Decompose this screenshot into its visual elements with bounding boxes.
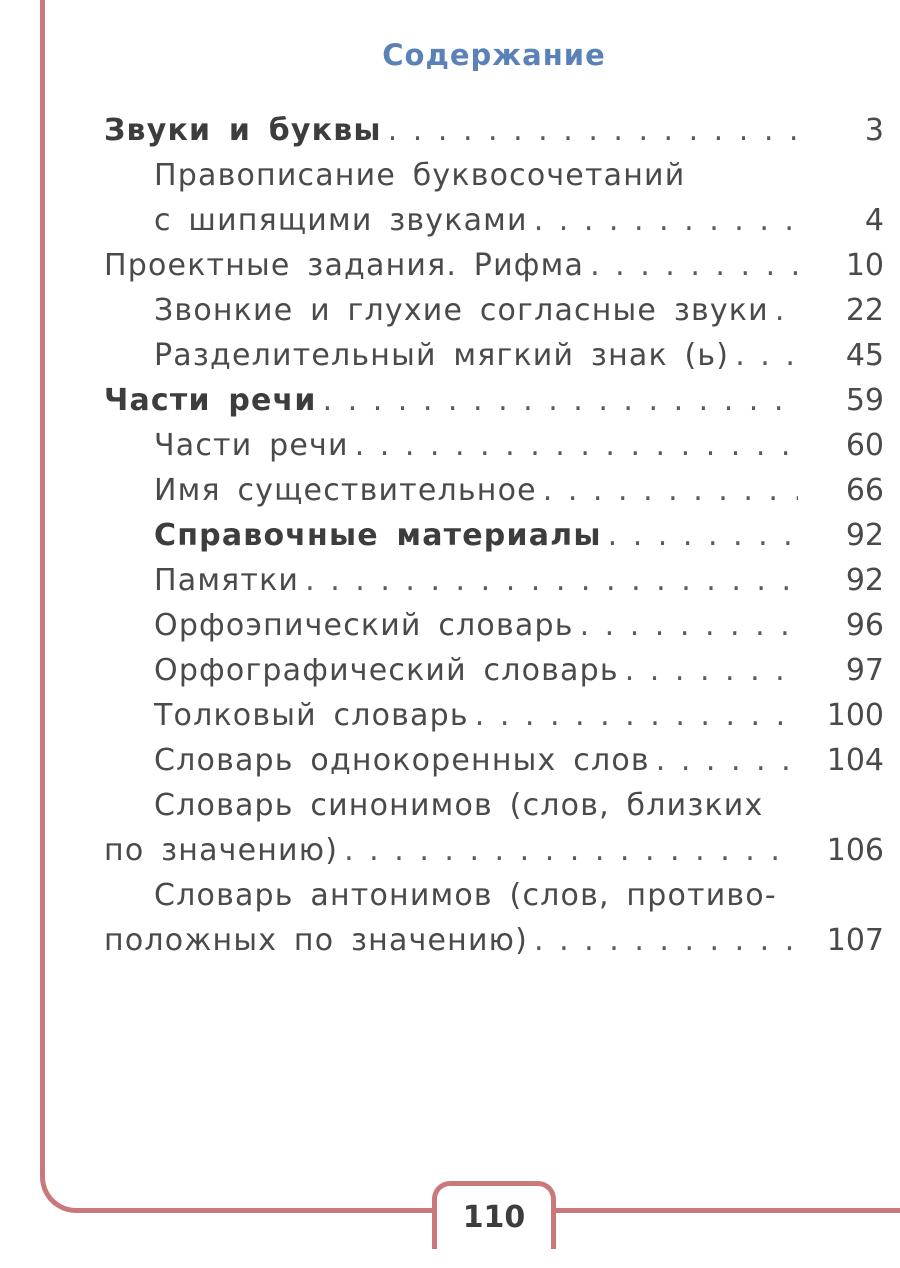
toc-leader (475, 696, 798, 736)
toc-entry (104, 246, 884, 286)
toc-entry-title: Справочные материалы (154, 518, 602, 553)
toc-leader (580, 606, 798, 646)
toc-entry-title: Словарь синонимов (слов, близких (154, 788, 764, 823)
toc-page-number: 92 (845, 563, 884, 598)
toc-entry (154, 786, 874, 826)
toc-page-number: 10 (845, 248, 884, 283)
toc-leader (735, 336, 798, 376)
toc-entry (154, 426, 884, 466)
toc-entry-title: Орфоэпический словарь (154, 608, 574, 643)
toc-entry (154, 696, 884, 736)
toc-page-number: 96 (845, 608, 884, 643)
toc-entry-title: Орфографический словарь (154, 653, 619, 688)
toc-entry (154, 741, 884, 781)
toc-entry (154, 201, 884, 241)
toc-entry (154, 156, 874, 196)
toc-page-number: 104 (826, 743, 884, 778)
toc-leader (590, 246, 798, 286)
toc-entry (154, 471, 884, 511)
toc-entry (154, 336, 884, 376)
toc-page-number: 100 (826, 698, 884, 733)
toc-page-number: 4 (864, 203, 884, 238)
toc-page-number: 106 (826, 833, 884, 868)
toc-entry-title: Проектные задания. Рифма (104, 248, 585, 283)
toc-entry-title: Толковый словарь (154, 698, 469, 733)
toc-page-number: 60 (845, 428, 884, 463)
toc-leader (775, 291, 798, 331)
toc-entry-title: Части речи (104, 383, 317, 418)
toc-entry (104, 111, 884, 151)
toc-page-number: 66 (845, 473, 884, 508)
toc-page-number: 3 (864, 113, 884, 148)
toc-leader (656, 741, 798, 781)
toc-entry-title: Разделительный мягкий знак (ь) (154, 338, 730, 373)
toc-page-number: 45 (845, 338, 884, 373)
page-title: Содержание (382, 38, 606, 72)
toc-entry (154, 561, 884, 601)
toc-entry-title: с шипящими звуками (154, 203, 528, 238)
toc-entry-title: Звуки и буквы (104, 113, 382, 148)
toc-page-number: 22 (845, 293, 884, 328)
toc-leader (344, 831, 798, 871)
toc-leader (323, 381, 798, 421)
toc-entry-title: положных по значению) (104, 923, 529, 958)
toc-entry (154, 876, 874, 916)
toc-entry-title: Памятки (154, 563, 300, 598)
toc-entry (154, 291, 884, 331)
toc-entry (154, 606, 884, 646)
toc-entry (104, 381, 884, 421)
toc-entry-title: Правописание буквосочетаний (154, 158, 686, 193)
toc-entry (104, 921, 884, 961)
toc-entry-title: Словарь антонимов (слов, противо- (154, 878, 777, 913)
toc-entry (104, 831, 884, 871)
toc-leader (355, 426, 798, 466)
page-number: 110 (432, 1181, 556, 1249)
toc-leader (625, 651, 798, 691)
toc-leader (534, 201, 798, 241)
toc-page-number: 107 (826, 923, 884, 958)
toc-leader (305, 561, 798, 601)
toc-page-number: 97 (845, 653, 884, 688)
toc-page-number: 59 (845, 383, 884, 418)
toc-entry-title: Словарь однокоренных слов (154, 743, 650, 778)
toc-entry-title: Имя существительное (154, 473, 537, 508)
toc-leader (543, 471, 798, 511)
toc-leader (388, 111, 798, 151)
toc-entry (154, 516, 884, 556)
toc-page-number: 92 (845, 518, 884, 553)
toc-leader (608, 516, 798, 556)
toc-entry (154, 651, 884, 691)
toc-entry-title: по значению) (104, 833, 339, 868)
toc-entry-title: Звонкие и глухие согласные звуки (154, 293, 769, 328)
toc-leader (534, 921, 798, 961)
toc-entry-title: Части речи (154, 428, 349, 463)
